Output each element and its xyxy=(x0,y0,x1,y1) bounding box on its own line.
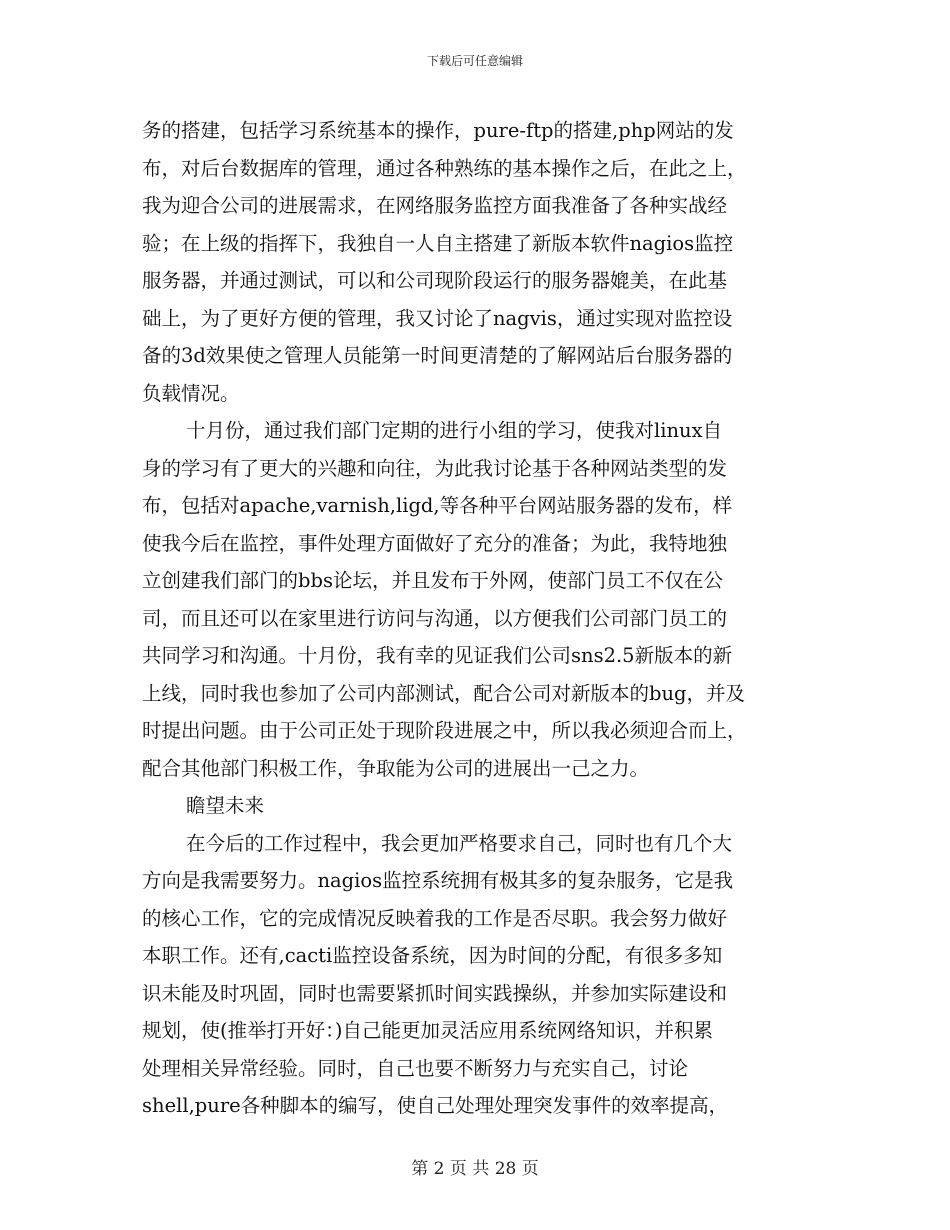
text-line: 负载情况。 xyxy=(142,381,240,405)
paragraph-start-line: 十月份，通过我们部门定期的进行小组的学习，使我对linux自 xyxy=(186,419,723,442)
text-line: 布，对后台数据库的管理，通过各种熟练的基本操作之后，在此之上， xyxy=(142,156,747,180)
text-line: 上线，同时我也参加了公司内部测试，配合公司对新版本的bug，并及 xyxy=(142,681,746,705)
text-line: 服务器，并通过测试，可以和公司现阶段运行的服务器媲美，在此基 xyxy=(142,269,728,292)
page-header: 下载后可任意编辑 xyxy=(426,54,523,68)
text-line: 立创建我们部门的bbs论坛，并且发布于外网，使部门员工不仅在公 xyxy=(142,569,723,592)
page-number-footer: 第 2 页 共 28 页 xyxy=(411,1159,539,1179)
text-line: 本职工作。还有,cacti监控设备系统，因为时间的分配，有很多多知 xyxy=(142,944,723,967)
text-line: 配合其他部门积极工作，争取能为公司的进展出一己之力。 xyxy=(142,756,650,780)
text-line: 时提出问题。由于公司正处于现阶段进展之中，所以我必须迎合而上， xyxy=(142,719,747,742)
text-line: 使我今后在监控，事件处理方面做好了充分的准备；为此，我特地独 xyxy=(142,531,728,555)
text-line: shell,pure各种脚本的编写，使自己处理处理突发事件的效率提高， xyxy=(142,1094,729,1117)
text-line: 我为迎合公司的进展需求，在网络服务监控方面我准备了各种实战经 xyxy=(142,194,728,217)
text-line: 司，而且还可以在家里进行访问与沟通，以方便我们公司部门员工的 xyxy=(142,606,728,630)
text-line: 备的3d效果使之管理人员能第一时间更清楚的了解网站后台服务器的 xyxy=(142,344,733,367)
section-heading: 瞻望未来 xyxy=(186,794,265,817)
body-text xyxy=(142,112,810,1125)
text-line: 共同学习和沟通。十月份，我有幸的见证我们公司sns2.5新版本的新 xyxy=(142,644,733,667)
text-line: 身的学习有了更大的兴趣和向往，为此我讨论基于各种网站类型的发 xyxy=(142,456,728,480)
text-line: 验；在上级的指挥下，我独自一人自主搭建了新版本软件nagios监控 xyxy=(142,231,734,255)
text-line: 础上，为了更好方便的管理，我又讨论了nagvis，通过实现对监控设 xyxy=(142,306,733,330)
text-line: 识未能及时巩固，同时也需要紧抓时间实践操纵，并参加实际建设和 xyxy=(142,981,728,1005)
text-line: 处理相关异常经验。同时，自己也要不断努力与充实自己，讨论 xyxy=(142,1056,689,1080)
text-line: 布，包括对apache,varnish,ligd,等各种平台网站服务器的发布，样 xyxy=(142,494,733,517)
text-line: 的核心工作，它的完成情况反映着我的工作是否尽职。我会努力做好 xyxy=(142,906,728,930)
text-line: 方向是我需要努力。nagios监控系统拥有极其多的复杂服务，它是我 xyxy=(142,869,734,892)
paragraph-start-line: 在今后的工作过程中，我会更加严格要求自己，同时也有几个大 xyxy=(186,831,733,855)
text-line: 务的搭建，包括学习系统基本的操作，pure-ftp的搭建,php网站的发 xyxy=(142,119,734,142)
text-line: 规划，使(推举打开好：)自己能更加灵活应用系统网络知识，并积累 xyxy=(142,1019,713,1042)
